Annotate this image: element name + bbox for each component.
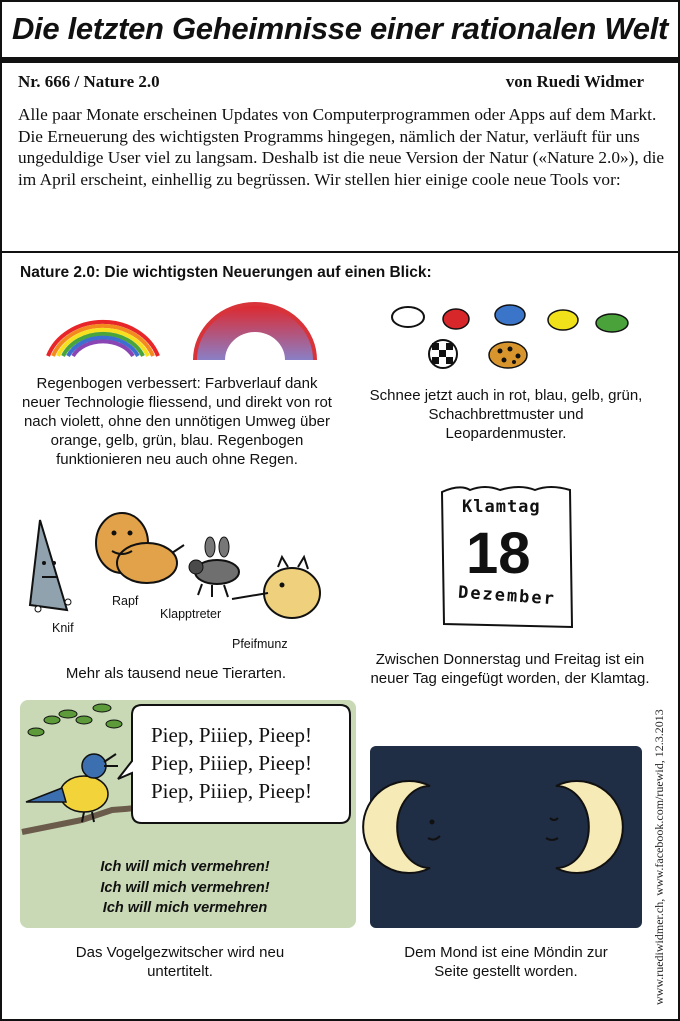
- knif-creature-icon: [30, 520, 71, 612]
- speech-line: Piep, Piiiep, Pieep!: [151, 751, 312, 775]
- old-rainbow-icon: [48, 322, 158, 356]
- snow-caption: Schnee jetzt auch in rot, blau, gelb, grün, Schachbrettmuster und Leopardenmuster.: [369, 387, 643, 442]
- subtitle-line: Ich will mich vermehren!: [100, 879, 270, 896]
- animal-label-pfeifmunz: Pfeifmunz: [232, 637, 288, 651]
- klapptreter-creature-icon: [189, 537, 239, 597]
- title-divider: [0, 57, 680, 63]
- intro-paragraph: Alle paar Monate erscheinen Updates von Computerprogrammen oder Apps auf dem Markt. Die Erneuerung des wichtigsten Programms hingegen, nämlich der Natur, verläuft für uns ungeduldige User viel zu langsam. Deshalb ist die neue Version der Natur («Nature 2.0»), die im April erscheint, einhellig zu begrüssen. Wir stellen hier einige coole neue Tools vor:: [18, 105, 665, 189]
- author-byline: von Ruedi Widmer: [505, 72, 644, 91]
- rainbow-illustration: [40, 290, 360, 370]
- animal-label-knif: Knif: [52, 621, 74, 635]
- blue-snowflake-icon: [495, 305, 525, 325]
- checkered-snowflake-icon: [429, 340, 457, 368]
- side-credit: www.ruediwidmer.ch, www.facebook.com/ruewid, 12.3.2013: [652, 709, 666, 1005]
- pfeifmunz-creature-icon: [232, 557, 320, 618]
- moon-caption: Dem Mond ist eine Möndin zur Seite gestellt worden.: [404, 944, 608, 980]
- speech-bubble-text: [151, 721, 312, 805]
- subtitle-line: Ich will mich vermehren!: [100, 859, 270, 875]
- subtitle-line: Ich will mich vermehren: [102, 900, 268, 916]
- moon-icon: [363, 781, 440, 873]
- green-snowflake-icon: [596, 314, 628, 332]
- female-moon-icon: [546, 781, 623, 873]
- calendar-month: Dezember: [457, 582, 557, 610]
- colored-snow-illustration: [388, 300, 648, 380]
- page-title: Die letzten Geheimnisse einer rationalen Welt: [11, 11, 669, 46]
- calendar-caption: Zwischen Donnerstag und Freitag ist ein neuer Tag eingefügt worden, der Klamtag.: [370, 651, 650, 687]
- animal-label-klapptreter: Klapptreter: [160, 607, 222, 621]
- leopard-snowflake-icon: [489, 342, 527, 368]
- bird-caption: Das Vogelgezwitscher wird neu untertitelt.: [75, 944, 285, 980]
- white-snowflake-icon: [392, 307, 424, 327]
- animal-label-rapf: Rapf: [112, 594, 139, 608]
- new-rainbow-icon: [195, 304, 315, 360]
- moons-illustration: [370, 746, 642, 928]
- section-divider: [0, 251, 680, 253]
- section-subheading: Nature 2.0: Die wichtigsten Neuerungen auf einen Blick:: [20, 264, 432, 281]
- yellow-snowflake-icon: [548, 310, 578, 330]
- speech-line: Piep, Piiiep, Pieep!: [151, 723, 312, 747]
- bird-subtitles: [30, 857, 340, 919]
- animals-caption: Mehr als tausend neue Tierarten.: [65, 665, 287, 682]
- rainbow-caption: Regenbogen verbessert: Farbverlauf dank neuer Technologie fliessend, und direkt von rot nach violett, ohne den unnötigen Umweg über orange, gelb, grün, blau. Regenbogen funktionieren neu auch ohne Regen.: [22, 375, 332, 468]
- rapf-creature-icon: [96, 513, 184, 583]
- calendar-day-number: 18: [466, 521, 531, 586]
- issue-number: Nr. 666 / Nature 2.0: [18, 72, 160, 91]
- red-snowflake-icon: [443, 309, 469, 329]
- speech-line: Piep, Piiiep, Pieep!: [151, 779, 312, 803]
- calendar-day-name: Klamtag: [462, 497, 541, 517]
- leaves-icon: [28, 704, 122, 736]
